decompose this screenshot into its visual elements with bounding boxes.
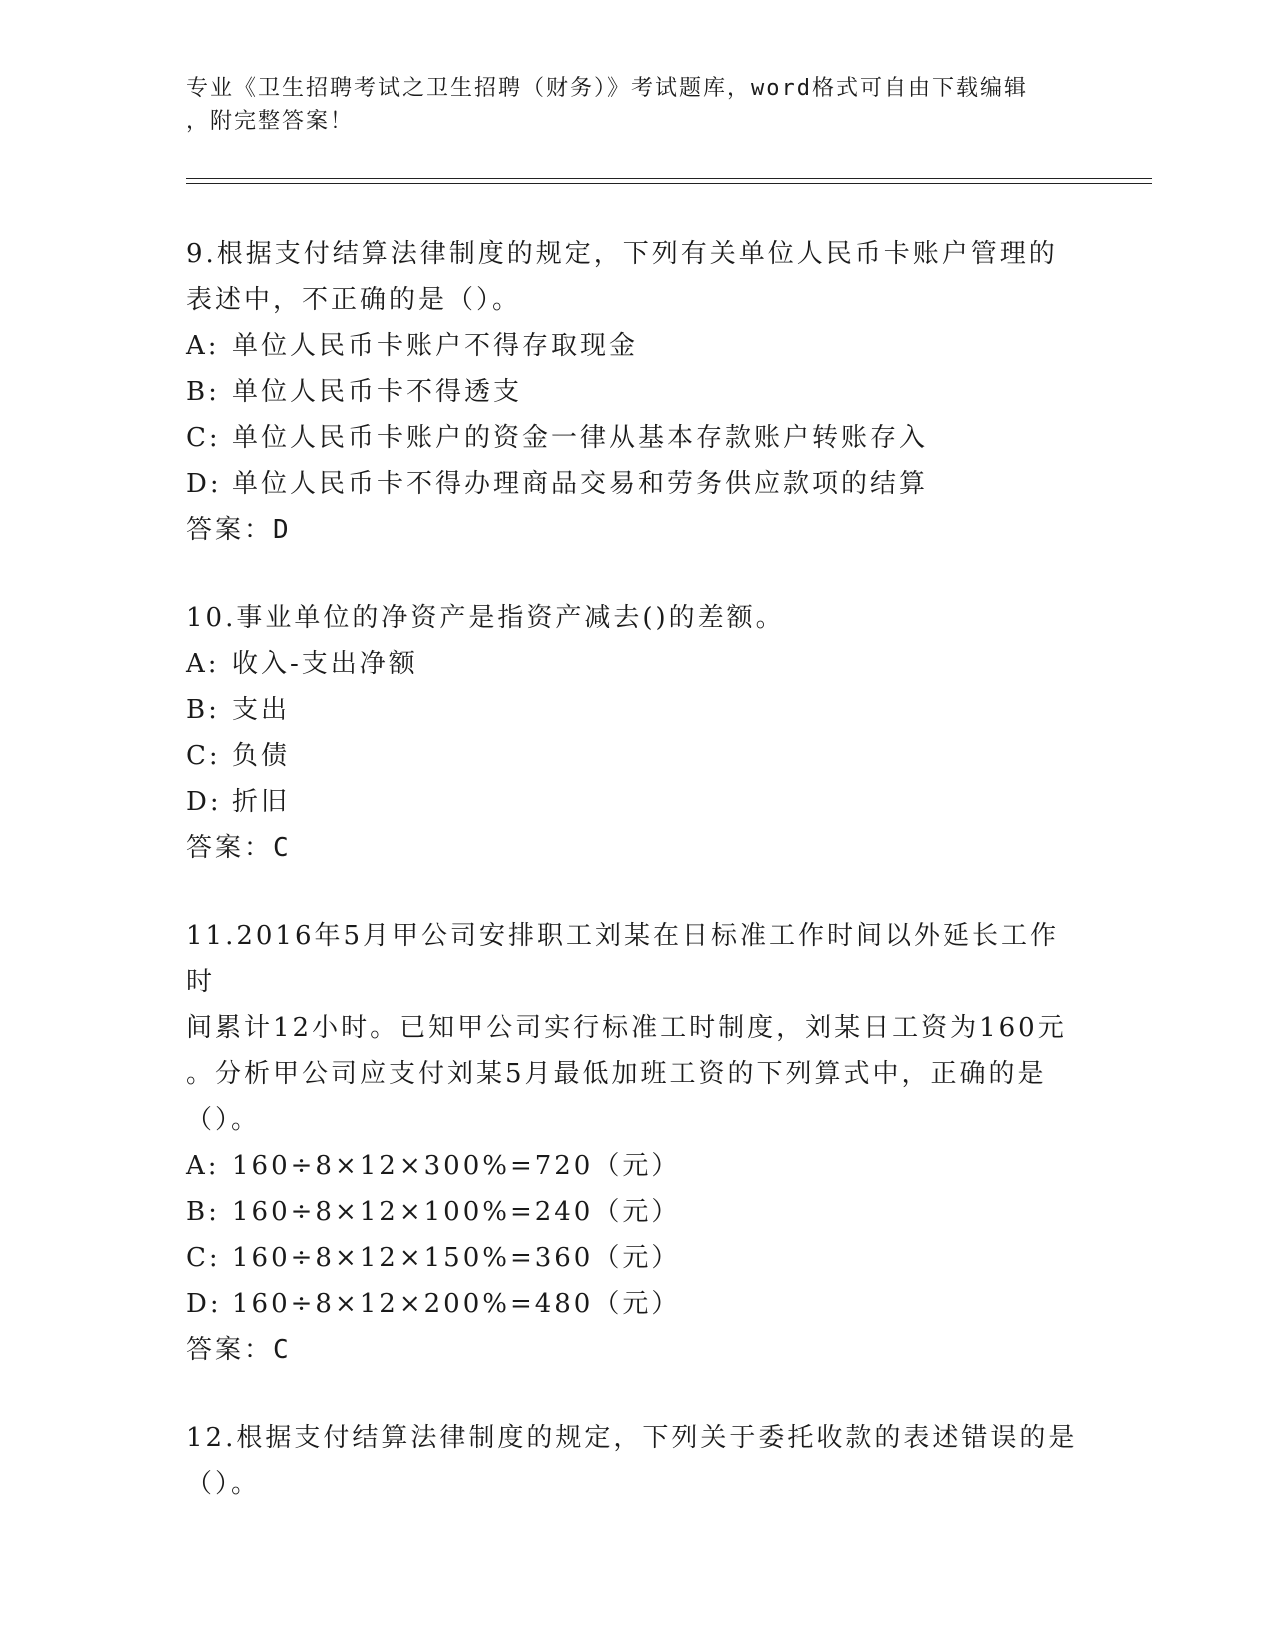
question-stem-line: 10.事业单位的净资产是指资产减去()的差额。 <box>186 603 785 633</box>
option-key: A: <box>186 649 220 679</box>
option-a <box>186 1143 1086 1189</box>
option-text: 负债 <box>232 741 291 771</box>
question-12 <box>186 1415 1086 1507</box>
answer-line: 答案：C <box>186 833 292 863</box>
option-key: D: <box>186 787 222 817</box>
header-line-1: 专业《卫生招聘考试之卫生招聘（财务）》考试题库，word格式可自由下载编辑 <box>186 76 1028 101</box>
option-key: C: <box>186 423 221 453</box>
option-text: 单位人民币卡账户的资金一律从基本存款账户转账存入 <box>232 423 929 453</box>
option-text: 单位人民币卡账户不得存取现金 <box>232 331 639 361</box>
option-key: D: <box>186 1289 222 1319</box>
option-text: 160÷8×12×150%=360（元） <box>232 1243 681 1273</box>
option-text: 单位人民币卡不得透支 <box>232 377 523 407</box>
option-c <box>186 415 1086 461</box>
header-divider-top <box>186 178 1152 179</box>
question-stem-line: 间累计12小时。已知甲公司实行标准工时制度，刘某日工资为160元 <box>186 1013 1067 1043</box>
option-c <box>186 733 1086 779</box>
option-text: 收入-支出净额 <box>232 649 418 679</box>
option-key: B: <box>186 377 220 407</box>
option-key: A: <box>186 1151 220 1181</box>
header-divider-bottom <box>186 183 1152 184</box>
option-key: B: <box>186 1197 220 1227</box>
option-a <box>186 641 1086 687</box>
option-d <box>186 779 1086 825</box>
option-key: D: <box>186 469 222 499</box>
option-text: 折旧 <box>232 787 291 817</box>
option-d <box>186 461 1086 507</box>
question-list <box>186 231 1086 1549</box>
option-a <box>186 323 1086 369</box>
option-c <box>186 1235 1086 1281</box>
answer-line: 答案：D <box>186 515 292 545</box>
document-header <box>186 72 1066 138</box>
option-b <box>186 369 1086 415</box>
question-stem-line: 9.根据支付结算法律制度的规定，下列有关单位人民币卡账户管理的 <box>186 239 1058 269</box>
option-d <box>186 1281 1086 1327</box>
option-b <box>186 1189 1086 1235</box>
question-stem-line: （）。 <box>186 1105 261 1135</box>
header-line-2: ，附完整答案！ <box>186 109 355 134</box>
option-b <box>186 687 1086 733</box>
option-text: 160÷8×12×200%=480（元） <box>232 1289 681 1319</box>
question-stem-line: 表述中，不正确的是（）。 <box>186 285 522 315</box>
option-key: C: <box>186 741 221 771</box>
option-text: 单位人民币卡不得办理商品交易和劳务供应款项的结算 <box>232 469 929 499</box>
question-stem-line: （）。 <box>186 1469 261 1499</box>
answer-line: 答案：C <box>186 1335 292 1365</box>
question-stem-line: 12.根据支付结算法律制度的规定，下列关于委托收款的表述错误的是 <box>186 1423 1078 1453</box>
option-text: 支出 <box>232 695 291 725</box>
question-11 <box>186 913 1086 1373</box>
question-stem-line: 11.2016年5月甲公司安排职工刘某在日标准工作时间以外延长工作时 <box>186 921 1060 997</box>
question-9 <box>186 231 1086 553</box>
question-10 <box>186 595 1086 871</box>
option-text: 160÷8×12×100%=240（元） <box>232 1197 681 1227</box>
option-text: 160÷8×12×300%=720（元） <box>232 1151 681 1181</box>
option-key: A: <box>186 331 220 361</box>
option-key: B: <box>186 695 220 725</box>
question-stem-line: 。分析甲公司应支付刘某5月最低加班工资的下列算式中，正确的是 <box>186 1059 1047 1089</box>
option-key: C: <box>186 1243 221 1273</box>
